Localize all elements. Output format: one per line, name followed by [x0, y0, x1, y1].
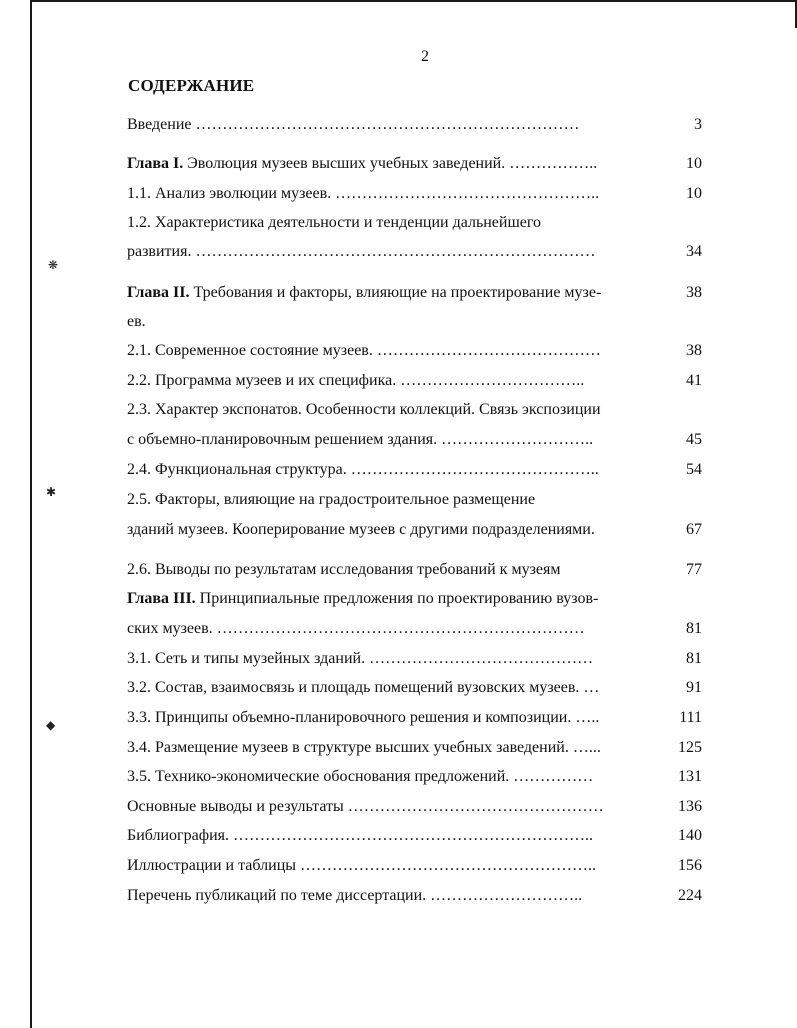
- toc-page: 136: [678, 798, 702, 815]
- toc-page: 111: [679, 709, 702, 726]
- toc-page: 77: [686, 561, 702, 578]
- toc-page: 3: [694, 116, 702, 133]
- toc-page: 10: [686, 155, 702, 172]
- toc-entry: Глава III. Принципиальные предложения по проектированию вузов-: [127, 590, 599, 607]
- toc-page: 81: [686, 620, 702, 637]
- toc-entry: с объемно-планировочным решением здания. ………………………..: [127, 431, 594, 448]
- toc-page: 38: [686, 342, 702, 359]
- page-title: СОДЕРЖАНИЕ: [128, 76, 255, 95]
- page-number: 2: [421, 48, 429, 65]
- toc-entry: 2.2. Программа музеев и их специфика. ……………………………..: [127, 372, 585, 389]
- toc-entry: 2.3. Характер экспонатов. Особенности коллекций. Связь экспозиции: [127, 401, 601, 418]
- toc-entry: развития. …………………………………………………………………: [127, 243, 596, 260]
- toc-page: 131: [678, 768, 702, 785]
- punch-hole-mark: ❋: [48, 258, 59, 272]
- toc-page: 45: [686, 431, 702, 448]
- toc-entry: 1.2. Характеристика деятельности и тенденции дальнейшего: [127, 214, 542, 231]
- toc-entry: Глава I. Эволюция музеев высших учебных заведений. ……………..: [127, 155, 598, 172]
- toc-entry: Введение ………………………………………………………………: [127, 116, 580, 133]
- toc-entry: Перечень публикаций по теме диссертации. ………………………..: [127, 887, 583, 904]
- toc-entry: 2.5. Факторы, влияющие на градостроительное размещение: [127, 491, 536, 508]
- toc-entry: ев.: [127, 313, 146, 330]
- toc-page: 41: [686, 372, 702, 389]
- toc-entry: 2.4. Функциональная структура. ………………………………………..: [127, 461, 599, 478]
- toc-entry: 3.4. Размещение музеев в структуре высших учебных заведений. …...: [127, 739, 601, 756]
- toc-entry: 2.6. Выводы по результатам исследования требований к музеям: [127, 561, 561, 578]
- toc-entry: Глава II. Требования и факторы, влияющие на проектирование музе-: [127, 284, 602, 301]
- toc-entry: 3.1. Сеть и типы музейных зданий. ……………………………………: [127, 650, 594, 667]
- toc-entry: 3.3. Принципы объемно-планировочного решения и композиции. …..: [127, 709, 600, 726]
- toc-page: 10: [686, 185, 702, 202]
- toc-page: 156: [678, 857, 702, 874]
- toc-page: 91: [686, 679, 702, 696]
- toc-entry: Основные выводы и результаты …………………………………………: [127, 798, 604, 815]
- toc-entry: 2.1. Современное состояние музеев. ……………………………………: [127, 342, 601, 359]
- toc-entry: 3.5. Технико-экономические обоснования предложений. ……………: [127, 768, 594, 785]
- toc-page: 38: [686, 284, 702, 301]
- toc-entry: зданий музеев. Кооперирование музеев с другими подразделениями.: [127, 521, 595, 538]
- punch-hole-mark: ◆: [46, 718, 56, 732]
- toc-entry: 3.2. Состав, взаимосвязь и площадь помещений вузовских музеев. …: [127, 679, 600, 696]
- toc-entry: Иллюстрации и таблицы ………………………………………………..: [127, 857, 597, 874]
- toc-page: 125: [678, 739, 702, 756]
- toc-page: 224: [678, 887, 702, 904]
- toc-page: 34: [686, 243, 702, 260]
- toc-entry: ских музеев. ……………………………………………………………: [127, 620, 585, 637]
- toc-entry: 1.1. Анализ эволюции музеев. …………………………………………..: [127, 185, 600, 202]
- toc-entry: Библиография. …………………………………………………………..: [127, 827, 593, 844]
- punch-hole-mark: ✱: [46, 485, 57, 499]
- toc-page: 67: [686, 521, 702, 538]
- toc-page: 81: [686, 650, 702, 667]
- toc-page: 140: [678, 827, 702, 844]
- toc-page: 54: [686, 461, 702, 478]
